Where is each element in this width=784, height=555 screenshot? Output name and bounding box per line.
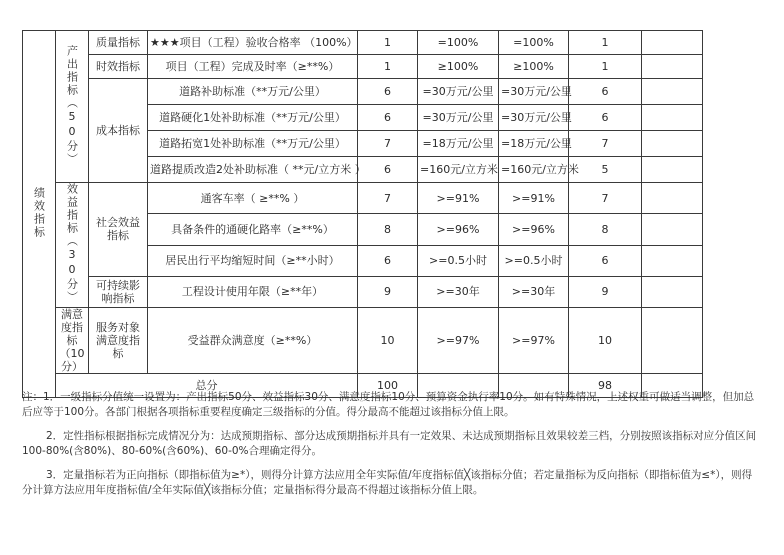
target-cell: =18万元/公里 xyxy=(418,131,499,157)
note-cell xyxy=(642,79,703,105)
actual-cell: =18万元/公里 xyxy=(499,131,569,157)
indicator-cell: 道路硬化1处补助标准（**万元/公里） xyxy=(148,105,358,131)
score-cell: 6 xyxy=(569,245,642,276)
score-cell: 6 xyxy=(569,105,642,131)
note-cell xyxy=(642,157,703,183)
target-cell: >=91% xyxy=(418,183,499,214)
notes-section xyxy=(22,390,762,507)
target-cell: =160元/立方米 xyxy=(418,157,499,183)
category-cell: 时效指标 xyxy=(89,55,148,79)
score-cell: 7 xyxy=(569,183,642,214)
weight-cell: 1 xyxy=(358,55,418,79)
note-cell xyxy=(642,183,703,214)
indicator-cell: 工程设计使用年限（≥**年） xyxy=(148,276,358,307)
table-row xyxy=(23,308,763,374)
score-cell: 8 xyxy=(569,214,642,245)
note-cell xyxy=(642,55,703,79)
indicator-cell: ★★★项目（工程）验收合格率 （100%） xyxy=(148,31,358,55)
table-row xyxy=(23,79,763,105)
benefit-group-cell: 效益指标（30分） xyxy=(56,183,89,308)
score-cell: 9 xyxy=(569,276,642,307)
actual-cell: =30万元/公里 xyxy=(499,105,569,131)
actual-cell: ≥100% xyxy=(499,55,569,79)
indicator-cell: 居民出行平均缩短时间（≥**小时） xyxy=(148,245,358,276)
note-cell xyxy=(642,31,703,55)
weight-cell: 7 xyxy=(358,183,418,214)
total-label: 总分 xyxy=(56,374,358,398)
actual-cell: >=30年 xyxy=(499,276,569,307)
actual-cell: >=96% xyxy=(499,214,569,245)
target-cell: >=96% xyxy=(418,214,499,245)
level1-cell: 绩效指标 xyxy=(23,31,56,398)
performance-table xyxy=(22,30,763,398)
note-paragraph: 注：1．一级指标分值统一设置为：产出指标50分、效益指标30分、满意度指标10分、预算资金执行率10分。如有特殊情况，上述权重可做适当调整，但加总后应等于100分。各部门根据各项指标重要程度确定三级指标的分值。得分最高不能超过该指标分值上限。 xyxy=(22,391,755,418)
output-group-cell: 产出指标（50分） xyxy=(56,31,89,183)
note-cell xyxy=(642,276,703,307)
weight-cell: 1 xyxy=(358,31,418,55)
target-cell: =30万元/公里 xyxy=(418,79,499,105)
table-row xyxy=(23,55,763,79)
weight-cell: 6 xyxy=(358,79,418,105)
category-cell: 社会效益指标 xyxy=(89,183,148,277)
table-row xyxy=(23,31,763,55)
indicator-cell: 项目（工程）完成及时率（≥**%） xyxy=(148,55,358,79)
weight-cell: 6 xyxy=(358,245,418,276)
table-row xyxy=(23,276,763,307)
indicator-cell: 道路提质改造2处补助标准（ **元/立方米 ） xyxy=(148,157,358,183)
satisfaction-group-cell: 满意度指标（10分） xyxy=(56,308,89,374)
weight-cell: 8 xyxy=(358,214,418,245)
target-cell: >=0.5小时 xyxy=(418,245,499,276)
note-cell xyxy=(642,131,703,157)
total-score: 98 xyxy=(569,374,642,398)
actual-cell: >=91% xyxy=(499,183,569,214)
indicator-cell: 受益群众满意度（≥**%） xyxy=(148,308,358,374)
indicator-cell: 道路补助标准（**万元/公里） xyxy=(148,79,358,105)
actual-cell: =160元/立方米 xyxy=(499,157,569,183)
weight-cell: 6 xyxy=(358,157,418,183)
note-paragraph: 2．定性指标根据指标完成情况分为：达成预期指标、部分达成预期指标并具有一定效果、未达成预期指标且效果较差三档，分别按照该指标对应分值区间100-80%(含80%)、80-60%(含60%)、60-0%合理确定得分。 xyxy=(22,430,757,457)
weight-cell: 7 xyxy=(358,131,418,157)
note-cell xyxy=(642,214,703,245)
note-cell xyxy=(642,245,703,276)
score-cell: 1 xyxy=(569,31,642,55)
category-cell: 可持续影响指标 xyxy=(89,276,148,307)
weight-cell: 9 xyxy=(358,276,418,307)
category-cell: 成本指标 xyxy=(89,79,148,183)
actual-cell: =30万元/公里 xyxy=(499,79,569,105)
total-weight: 100 xyxy=(358,374,418,398)
note-cell xyxy=(642,105,703,131)
target-cell: >=30年 xyxy=(418,276,499,307)
target-cell: ≥100% xyxy=(418,55,499,79)
actual-cell: =100% xyxy=(499,31,569,55)
target-cell: =30万元/公里 xyxy=(418,105,499,131)
table-row xyxy=(23,183,763,214)
note-cell xyxy=(642,308,703,374)
score-cell: 1 xyxy=(569,55,642,79)
score-cell: 5 xyxy=(569,157,642,183)
score-cell: 7 xyxy=(569,131,642,157)
score-cell: 10 xyxy=(569,308,642,374)
category-cell: 质量指标 xyxy=(89,31,148,55)
actual-cell: >=97% xyxy=(499,308,569,374)
score-cell: 6 xyxy=(569,79,642,105)
indicator-cell: 通客车率（ ≥**% ） xyxy=(148,183,358,214)
weight-cell: 6 xyxy=(358,105,418,131)
weight-cell: 10 xyxy=(358,308,418,374)
target-cell: =100% xyxy=(418,31,499,55)
note-paragraph: 3．定量指标若为正向指标（即指标值为≥*），则得分计算方法应用全年实际值/年度指标值╳该指标分值；若定量指标为反向指标（即指标值为≤*），则得分计算方法应用年度指标值/全年实际值╳该指标分值；定量指标得分最高不得超过该指标分值上限。 xyxy=(22,469,753,496)
indicator-cell: 道路拓宽1处补助标准（**万元/公里） xyxy=(148,131,358,157)
category-cell: 服务对象满意度指标 xyxy=(89,308,148,374)
indicator-cell: 具备条件的通硬化路率（≥**%） xyxy=(148,214,358,245)
actual-cell: >=0.5小时 xyxy=(499,245,569,276)
target-cell: >=97% xyxy=(418,308,499,374)
